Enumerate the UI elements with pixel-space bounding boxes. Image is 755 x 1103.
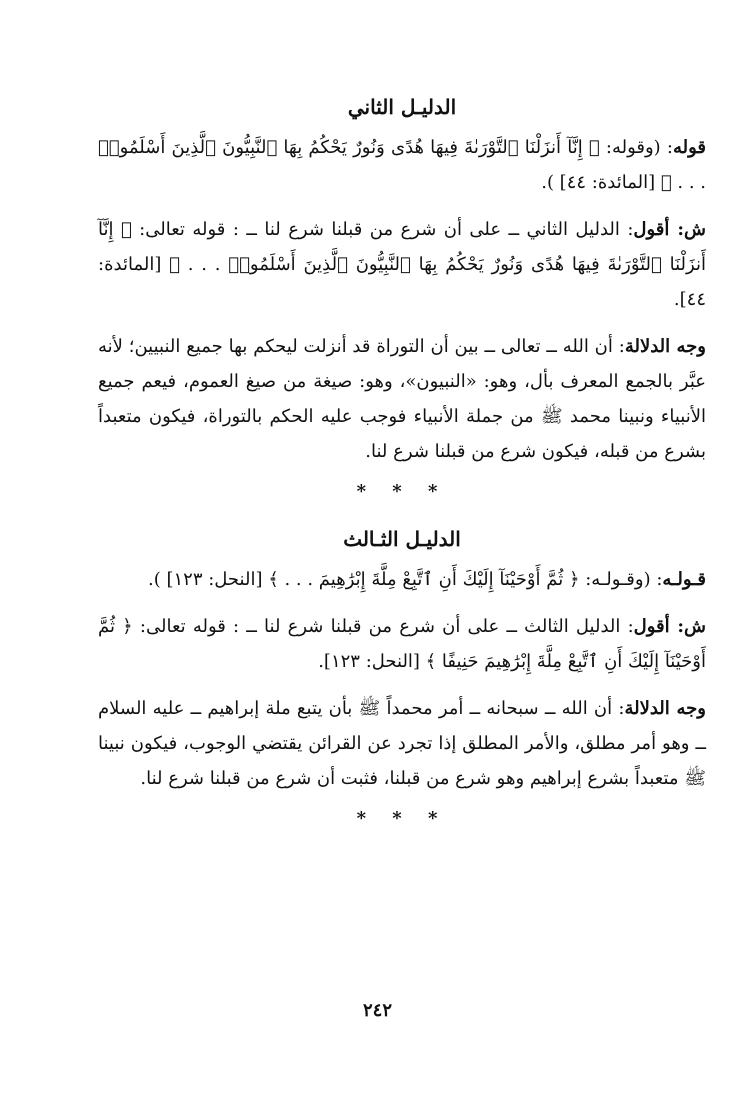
paragraph-quote-third <box>98 562 706 597</box>
paragraph-lead: ش: أقول <box>633 616 706 637</box>
paragraph-lead: وجه الدلالة <box>624 698 707 719</box>
section-heading-third-evidence: الدليـل الثـالث <box>343 527 461 551</box>
paragraph-quote-second <box>98 130 706 200</box>
paragraph-commentary-second <box>98 212 706 317</box>
page-number: ٢٤٢ <box>362 1000 392 1021</box>
paragraph-text: : (وقوله: ﴿ إِنَّآ أَنزَلْنَا ٱلتَّوْرَىٰةَ فِيهَا هُدًى وَنُورٌ يَحْكُمُ بِهَا ٱلنَّبِيُّونَ ٱلَّذِينَ أَسْلَمُوا۟ . . . ﴾ [المائدة: ٤٤] ). <box>98 137 706 193</box>
paragraph-lead: قـولـه <box>662 569 706 590</box>
paragraph-text: : الدليل الثالث ــ على أن شرع من قبلنا شرع لنا ــ : قوله تعالى: ﴿ ثُمَّ أَوْحَيْنَآ إِلَيْكَ أَنِ ٱتَّبِعْ مِلَّةَ إِبْرَٰهِيمَ حَنِيفًا ﴾ [النحل: ١٢٣]. <box>98 616 706 672</box>
separator-stars: * * * <box>356 808 448 829</box>
paragraph-text: : أن الله ــ تعالى ــ بين أن التوراة قد أنزلت ليحكم بها جميع النبيين؛ لأنه عبَّر بالجمع المعرف بأل، وهو: «النبيون»، وهو: صيغة من صيغ العموم، فيعم جميع الأنبياء ونبينا محمد ﷺ من جملة الأنبياء فوجب عليه الحكم بالتوراة، فيكون متعبداً بشرع من قبله، فيكون شرع من قبلنا شرع لنا. <box>98 336 706 462</box>
paragraph-commentary-third <box>98 609 706 679</box>
paragraph-indication-second <box>98 329 706 469</box>
paragraph-lead: ش: أقول <box>633 219 706 240</box>
paragraph-lead: قوله <box>672 137 706 158</box>
paragraph-lead: وجه الدلالة <box>624 336 706 357</box>
section-heading-second-evidence: الدليـل الثاني <box>347 95 457 119</box>
paragraph-text: : (وقـولـه: ﴿ ثُمَّ أَوْحَيْنَآ إِلَيْكَ أَنِ ٱتَّبِعْ مِلَّةَ إِبْرَٰهِيمَ . . . ﴾ [النحل: ١٢٣] ). <box>147 569 663 590</box>
page-body <box>98 92 706 851</box>
separator-stars: * * * <box>356 481 448 502</box>
paragraph-text: : الدليل الثاني ــ على أن شرع من قبلنا شرع لنا ــ : قوله تعالى: ﴿ إِنَّآ أَنزَلْنَا ٱلتَّوْرَىٰةَ فِيهَا هُدًى وَنُورٌ يَحْكُمُ بِهَا ٱلنَّبِيُّونَ ٱلَّذِينَ أَسْلَمُوا۟ . . . ﴾ [المائدة: ٤٤]. <box>98 219 706 310</box>
paragraph-indication-third <box>98 691 706 796</box>
paragraph-text: : أن الله ــ سبحانه ــ أمر محمداً ﷺ بأن يتبع ملة إبراهيم ــ عليه السلام ــ وهو أمر مطلق، والأمر المطلق إذا تجرد عن القرائن يقتضي الوجوب، فيكون نبينا ﷺ متعبداً بشرع إبراهيم وهو شرع من قبلنا، فثبت أن شرع من قبلنا شرع لنا. <box>98 698 706 789</box>
